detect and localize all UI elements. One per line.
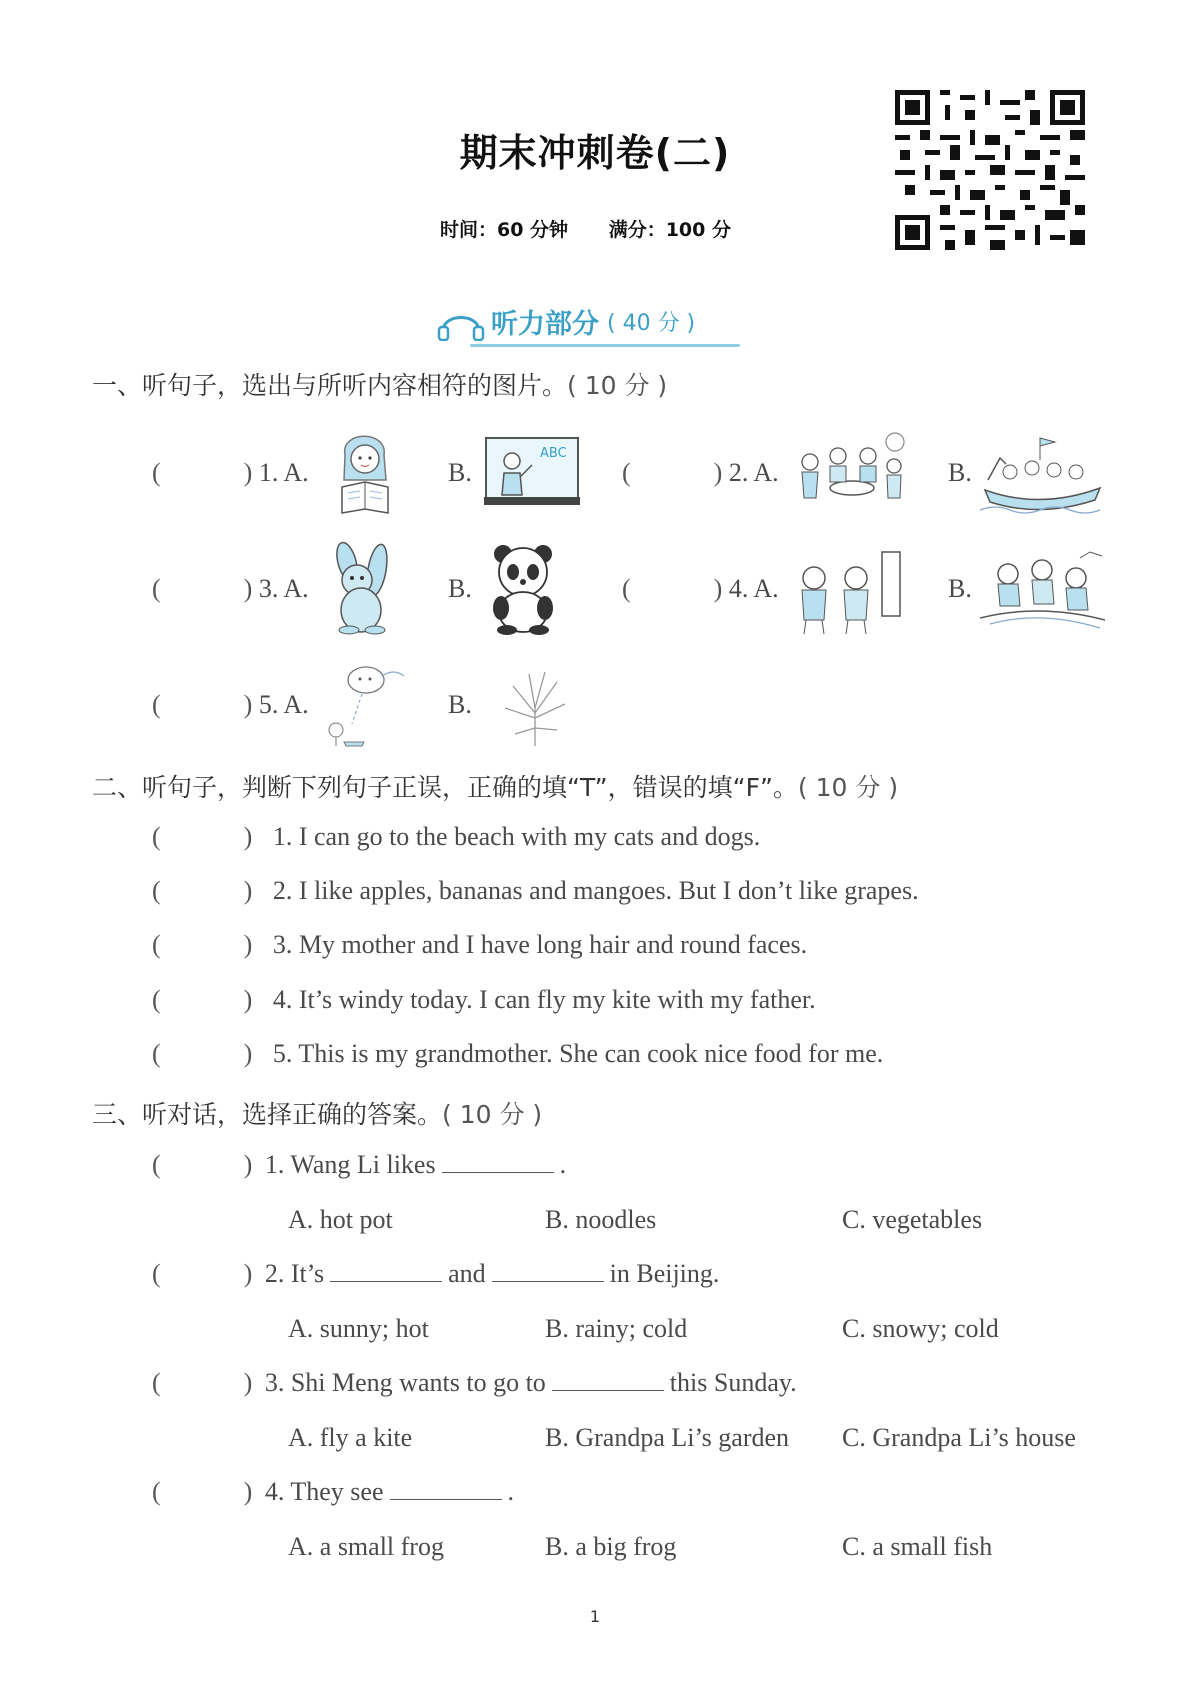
fill-blank[interactable] [552,1368,664,1391]
s3-q3: ( ) 3. Shi Meng wants to go to this Sunday. [152,1368,797,1397]
children-couplets-picture [790,548,910,638]
s2-item-5: ( ) 5. This is my grandmother. She can cook nice food for me. [152,1039,884,1068]
panda-picture [485,540,565,635]
s2-item-2: ( ) 2. I like apples, bananas and mangoes. But I don’t like grapes. [152,876,919,905]
s1-item-1: ( ) 1. A. [152,458,309,487]
headphones-icon [437,303,485,341]
board-text: ABC [540,446,567,461]
s3-q2-option-a[interactable]: A. sunny; hot [288,1314,429,1343]
s3-q4-option-a[interactable]: A. a small frog [288,1532,444,1561]
s1-item-3: ( ) 3. A. [152,574,309,603]
fill-blank[interactable] [390,1477,502,1500]
exam-meta [440,215,765,242]
qr-code-icon [895,90,1085,250]
s3-q2-option-c[interactable]: C. snowy; cold [842,1314,999,1343]
s3-q1-option-b[interactable]: B. noodles [545,1205,657,1234]
s3-q3-option-a[interactable]: A. fly a kite [288,1423,413,1452]
fill-blank[interactable] [492,1259,604,1282]
listening-banner [437,302,695,341]
banner-underline [470,344,740,347]
s1-item-5: ( ) 5. A. [152,690,309,719]
wind-flower-picture [318,662,413,747]
page-number: 1 [589,1607,601,1626]
s3-q1-option-c[interactable]: C. vegetables [842,1205,983,1234]
s3-q3-option-b[interactable]: B. Grandpa Li’s garden [545,1423,790,1452]
dragon-boat-picture [980,430,1105,520]
fill-blank[interactable] [442,1150,554,1173]
page-title: 期末冲刺卷(二) [459,131,731,175]
s3-q1: ( ) 1. Wang Li likes . [152,1150,567,1179]
section-3-heading: 三、听对话，选择正确的答案。( 10 分 ) [92,1100,543,1129]
s1-item-3-b: B. [448,574,472,603]
s2-item-1: ( ) 1. I can go to the beach with my cats and dogs. [152,822,761,851]
family-dinner-picture [790,430,910,515]
s1-item-2: ( ) 2. A. [622,458,779,487]
listening-points: ( 40 分 ) [607,311,696,336]
s3-q3-option-c[interactable]: C. Grandpa Li’s house [842,1423,1076,1452]
girl-reading-picture [330,425,400,520]
full-score: 满分：100 分 [608,219,731,241]
teacher-blackboard-picture [482,435,582,515]
s2-item-3: ( ) 3. My mother and I have long hair and round faces. [152,930,808,959]
s1-item-5-b: B. [448,690,472,719]
s1-item-1-b: B. [448,458,472,487]
s1-item-2-b: B. [948,458,972,487]
section-2-heading: 二、听句子，判断下列句子正误，正确的填“T”，错误的填“F”。( 10 分 ) [92,773,899,802]
section-1-heading: 一、听句子，选出与所听内容相符的图片。( 10 分 ) [92,371,668,400]
s1-item-4-b: B. [948,574,972,603]
s3-q4: ( ) 4. They see . [152,1477,514,1506]
s3-q2: ( ) 2. It’s and in Beijing. [152,1259,720,1288]
rabbit-picture [325,540,405,635]
s1-item-4: ( ) 4. A. [622,574,779,603]
s3-q4-option-b[interactable]: B. a big frog [545,1532,677,1561]
listening-label: 听力部分 [491,309,599,340]
s2-item-4: ( ) 4. It’s windy today. I can fly my kite with my father. [152,985,816,1014]
s3-q1-option-a[interactable]: A. hot pot [288,1205,393,1234]
s3-q2-option-b[interactable]: B. rainy; cold [545,1314,688,1343]
fireworks-plant-picture [495,668,575,748]
s3-q4-option-c[interactable]: C. a small fish [842,1532,993,1561]
time-limit: 时间：60 分钟 [440,219,569,241]
children-running-picture [980,548,1105,638]
fill-blank[interactable] [330,1259,442,1282]
